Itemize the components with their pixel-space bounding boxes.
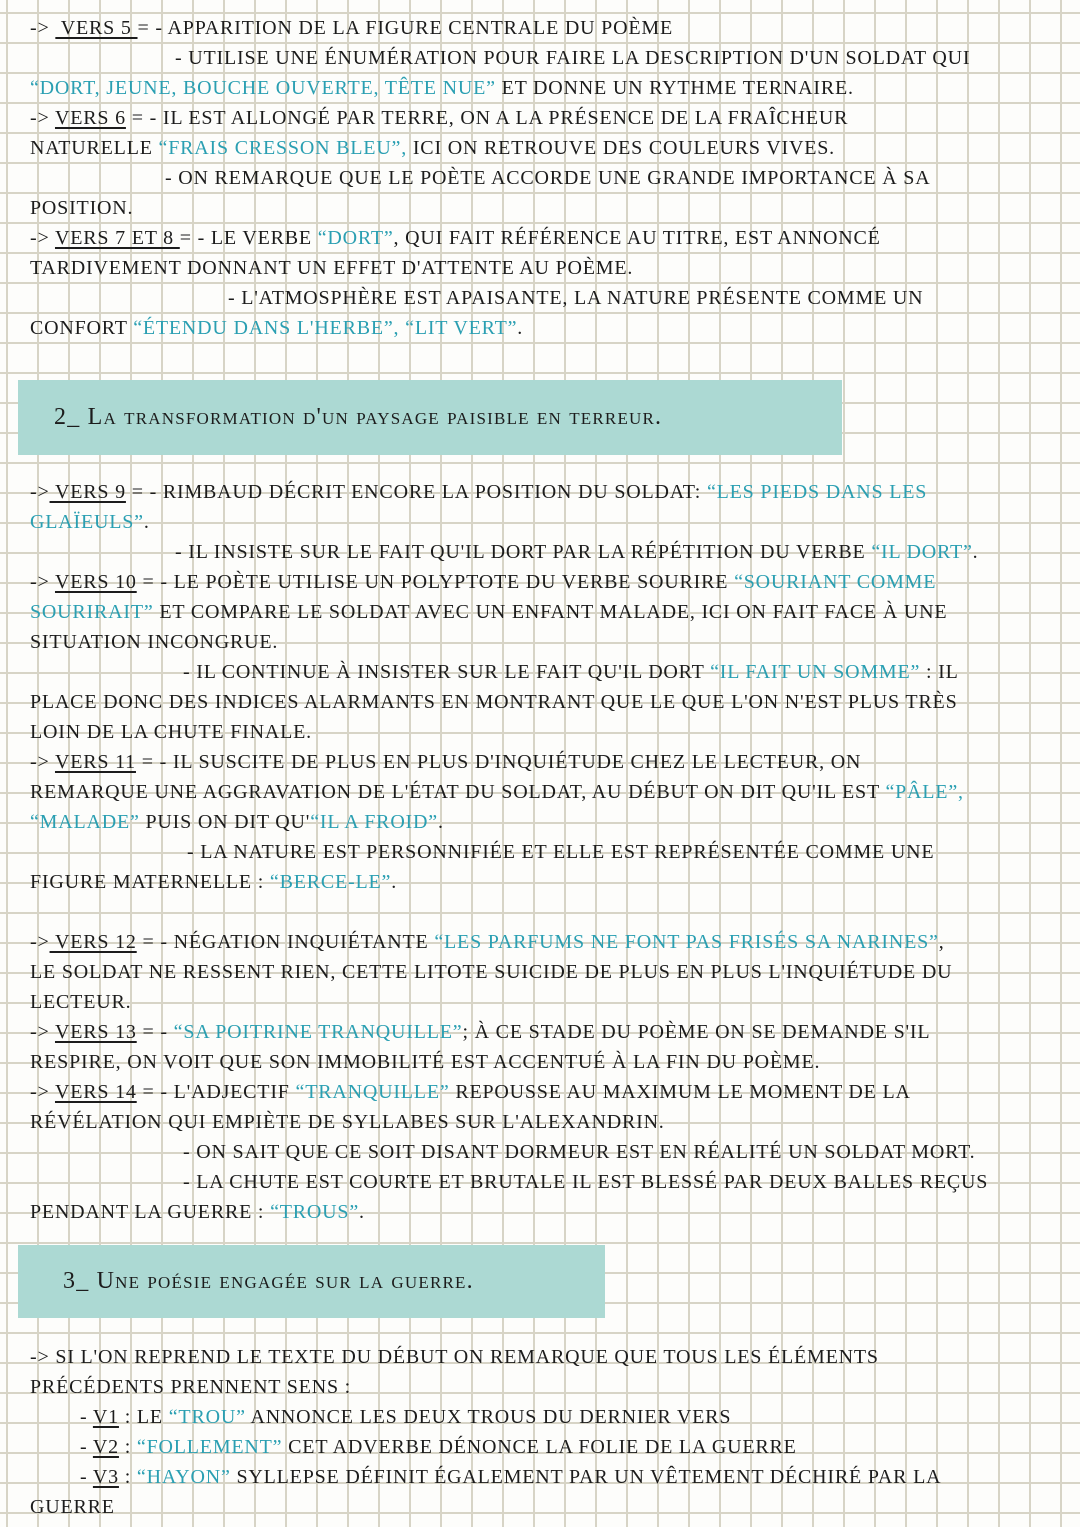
text-line [80, 1464, 941, 1490]
text-segment: PRÉCÉDENTS PRENNENT SENS : [30, 1376, 352, 1398]
text-line [30, 1199, 365, 1225]
text-segment: . [437, 811, 444, 833]
quotation: “SA POITRINE TRANQUILLE” [173, 1021, 463, 1043]
text-segment: FIGURE MATERNELLE : [30, 871, 270, 893]
text-segment: = - RIMBAUD DÉCRIT ENCORE LA POSITION DU SOLDAT: [125, 481, 707, 503]
text-line [30, 569, 936, 595]
text-segment: -> [30, 1081, 55, 1103]
text-line [30, 779, 964, 805]
text-line [80, 1434, 797, 1460]
text-segment: - IL CONTINUE À INSISTER SUR LE FAIT QU'IL DORT [183, 661, 711, 683]
text-segment: SYLLEPSE DÉFINIT ÉGALEMENT PAR UN VÊTEMENT DÉCHIRÉ PAR LA [230, 1466, 942, 1488]
text-line [30, 479, 927, 505]
text-segment: -> [30, 481, 50, 503]
text-line [183, 659, 959, 685]
text-segment: -> [30, 931, 50, 953]
text-segment: - ON REMARQUE QUE LE POÈTE ACCORDE UNE GRANDE IMPORTANCE À SA [165, 167, 931, 189]
text-segment: : [118, 1436, 137, 1458]
text-segment: REMARQUE UNE AGGRAVATION DE L'ÉTAT DU SOLDAT, AU DÉBUT ON DIT QU'IL EST [30, 781, 886, 803]
quotation: “FRAIS CRESSON BLEU”, [158, 137, 408, 159]
text-segment: -> [30, 107, 55, 129]
quotation: “IL DORT” [871, 541, 973, 563]
quotation: “TROUS” [270, 1201, 360, 1223]
quotation: “BERCE-LE” [269, 871, 392, 893]
text-segment: ; À CE STADE DU POÈME ON SE DEMANDE S'IL [462, 1021, 931, 1043]
text-segment: - ON SAIT QUE CE SOIT DISANT DORMEUR EST EN RÉALITÉ UN SOLDAT MORT. [183, 1141, 976, 1163]
text-line [30, 135, 835, 161]
text-line [183, 1169, 988, 1195]
quotation: “ÉTENDU DANS L'HERBE”, “LIT VERT” [133, 317, 518, 339]
heading-text: 3_ Une poésie engagée sur la guerre. [63, 1268, 474, 1294]
text-line [183, 1139, 975, 1165]
text-segment: ET DONNE UN RYTHME TERNAIRE. [495, 77, 854, 99]
text-segment: -> [30, 571, 55, 593]
quotation: “FOLLEMENT” [136, 1436, 283, 1458]
text-segment: - [80, 1436, 93, 1458]
quotation: “MALADE” [30, 811, 140, 833]
text-line [30, 75, 854, 101]
text-line [30, 1344, 879, 1370]
text-line [30, 195, 133, 221]
verse-label: VERS 13 [54, 1021, 137, 1043]
text-segment: LECTEUR. [30, 991, 132, 1013]
text-line [80, 1404, 731, 1430]
text-segment: LOIN DE LA CHUTE FINALE. [30, 721, 312, 743]
text-segment: - LA NATURE EST PERSONNIFIÉE ET ELLE EST REPRÉSENTÉE COMME UNE [187, 841, 935, 863]
text-segment: = - IL SUSCITE DE PLUS EN PLUS D'INQUIÉTUDE CHEZ LE LECTEUR, ON [135, 751, 862, 773]
text-line [30, 1109, 665, 1135]
text-segment: -> [30, 751, 55, 773]
text-segment: : [118, 1466, 137, 1488]
verse-label: VERS 6 [54, 107, 126, 129]
quotation: “TRANQUILLE” [295, 1081, 450, 1103]
text-line [30, 315, 523, 341]
text-line [30, 15, 673, 41]
text-line [228, 285, 923, 311]
quotation: GLAÏEULS” [30, 511, 144, 533]
text-line [30, 629, 278, 655]
text-segment: - LA CHUTE EST COURTE ET BRUTALE IL EST BLESSÉ PAR DEUX BALLES REÇUS [183, 1171, 989, 1193]
text-segment: RESPIRE, ON VOIT QUE SON IMMOBILITÉ EST ACCENTUÉ À LA FIN DU POÈME. [30, 1051, 821, 1073]
verse-label: VERS 12 [49, 931, 137, 953]
text-line [30, 719, 312, 745]
verse-label: VERS 7 ET 8 [54, 227, 180, 249]
text-segment: , QUI FAIT RÉFÉRENCE AU TITRE, EST ANNONCÉ [393, 227, 881, 249]
text-line [30, 225, 881, 251]
text-line [30, 689, 958, 715]
text-segment: POSITION. [30, 197, 134, 219]
text-segment: -> [30, 1021, 55, 1043]
text-segment: . [143, 511, 150, 533]
text-segment: ANNONCE LES DEUX TROUS DU DERNIER VERS [245, 1406, 732, 1428]
verse-label: V3 [92, 1466, 119, 1488]
text-segment: = - LE VERBE [179, 227, 318, 249]
text-segment: ET COMPARE LE SOLDAT AVEC UN ENFANT MALADE, ICI ON FAIT FACE À UNE [153, 601, 948, 623]
text-segment: - [80, 1466, 93, 1488]
heading-text: 2_ La transformation d'un paysage paisible en terreur. [54, 404, 663, 430]
text-segment: = - NÉGATION INQUIÉTANTE [136, 931, 435, 953]
text-line [30, 1494, 115, 1520]
text-line [30, 509, 150, 535]
text-segment: CONFORT [30, 317, 134, 339]
text-segment: = - LE POÈTE UTILISE UN POLYPTOTE DU VERBE SOURIRE [136, 571, 735, 593]
verse-label: VERS 11 [54, 751, 136, 773]
text-line [30, 255, 633, 281]
quotation: “HAYON” [136, 1466, 231, 1488]
text-segment: NATURELLE [30, 137, 159, 159]
text-line [30, 1079, 911, 1105]
text-segment: - [80, 1406, 93, 1428]
text-segment: SITUATION INCONGRUE. [30, 631, 279, 653]
text-segment: PUIS ON DIT QU' [139, 811, 311, 833]
text-segment: - UTILISE UNE ÉNUMÉRATION POUR FAIRE LA DESCRIPTION D'UN SOLDAT QUI [175, 47, 971, 69]
text-segment: TARDIVEMENT DONNANT UN EFFET D'ATTENTE AU POÈME. [30, 257, 634, 279]
text-segment: = - APPARITION DE LA FIGURE CENTRALE DU POÈME [137, 17, 673, 39]
text-segment: PLACE DONC DES INDICES ALARMANTS EN MONTRANT QUE LE QUE L'ON N'EST PLUS TRÈS [30, 691, 958, 713]
quotation: “IL A FROID” [310, 811, 438, 833]
quotation: “IL FAIT UN SOMME” [710, 661, 921, 683]
text-segment: - IL INSISTE SUR LE FAIT QU'IL DORT PAR LA RÉPÉTITION DU VERBE [175, 541, 872, 563]
text-segment: , [938, 931, 945, 953]
text-segment: . [517, 317, 524, 339]
quotation: “DORT” [317, 227, 394, 249]
verse-label: VERS 9 [49, 481, 126, 503]
quotation: “LES PIEDS DANS LES [706, 481, 928, 503]
quotation: “TROU” [168, 1406, 246, 1428]
text-segment: -> [30, 17, 56, 39]
text-segment: = - L'ADJECTIF [136, 1081, 296, 1103]
text-segment: CET ADVERBE DÉNONCE LA FOLIE DE LA GUERRE [282, 1436, 797, 1458]
text-segment: : LE [118, 1406, 169, 1428]
quotation: “LES PARFUMS NE FONT PAS FRISÉS SA NARINES” [434, 931, 939, 953]
verse-label: VERS 10 [54, 571, 137, 593]
text-segment: . [972, 541, 979, 563]
text-segment: -> SI L'ON REPREND LE TEXTE DU DÉBUT ON REMARQUE QUE TOUS LES ÉLÉMENTS [30, 1346, 879, 1368]
text-line [30, 105, 848, 131]
quotation: “PÂLE”, [885, 781, 964, 803]
text-line [30, 929, 945, 955]
text-line [175, 539, 978, 565]
text-segment: -> [30, 227, 55, 249]
verse-label: VERS 5 [55, 17, 138, 39]
verse-label: V2 [92, 1436, 119, 1458]
text-segment: PENDANT LA GUERRE : [30, 1201, 271, 1223]
text-segment: = - [136, 1021, 174, 1043]
text-line [187, 839, 934, 865]
text-line [30, 1049, 820, 1075]
text-segment: LE SOLDAT NE RESSENT RIEN, CETTE LITOTE SUICIDE DE PLUS EN PLUS L'INQUIÉTUDE DU [30, 961, 953, 983]
text-segment: : IL [920, 661, 959, 683]
section-heading-part-2 [18, 380, 842, 455]
text-line [30, 989, 131, 1015]
text-line [175, 45, 970, 71]
text-segment: GUERRE [30, 1496, 115, 1518]
text-segment: . [359, 1201, 365, 1223]
quotation: “DORT, JEUNE, BOUCHE OUVERTE, TÊTE NUE” [30, 77, 496, 99]
text-segment: ICI ON RETROUVE DES COULEURS VIVES. [407, 137, 835, 159]
quotation: “SOURIANT COMME [734, 571, 937, 593]
text-line [165, 165, 930, 191]
text-segment: - L'ATMOSPHÈRE EST APAISANTE, LA NATURE PRÉSENTE COMME UN [228, 287, 924, 309]
text-line [30, 809, 444, 835]
quotation: SOURIRAIT” [30, 601, 154, 623]
text-line [30, 599, 947, 625]
text-line [30, 749, 861, 775]
text-segment: RÉVÉLATION QUI EMPIÈTE DE SYLLABES SUR L'ALEXANDRIN. [30, 1111, 665, 1133]
text-line [30, 1374, 351, 1400]
text-line [30, 1019, 930, 1045]
text-line [30, 959, 952, 985]
verse-label: V1 [92, 1406, 119, 1428]
text-segment: . [391, 871, 398, 893]
text-segment: REPOUSSE AU MAXIMUM LE MOMENT DE LA [449, 1081, 911, 1103]
text-segment: = - IL EST ALLONGÉ PAR TERRE, ON A LA PRÉSENCE DE LA FRAÎCHEUR [125, 107, 849, 129]
verse-label: VERS 14 [54, 1081, 137, 1103]
text-line [30, 869, 397, 895]
section-heading-part-3 [18, 1245, 605, 1318]
